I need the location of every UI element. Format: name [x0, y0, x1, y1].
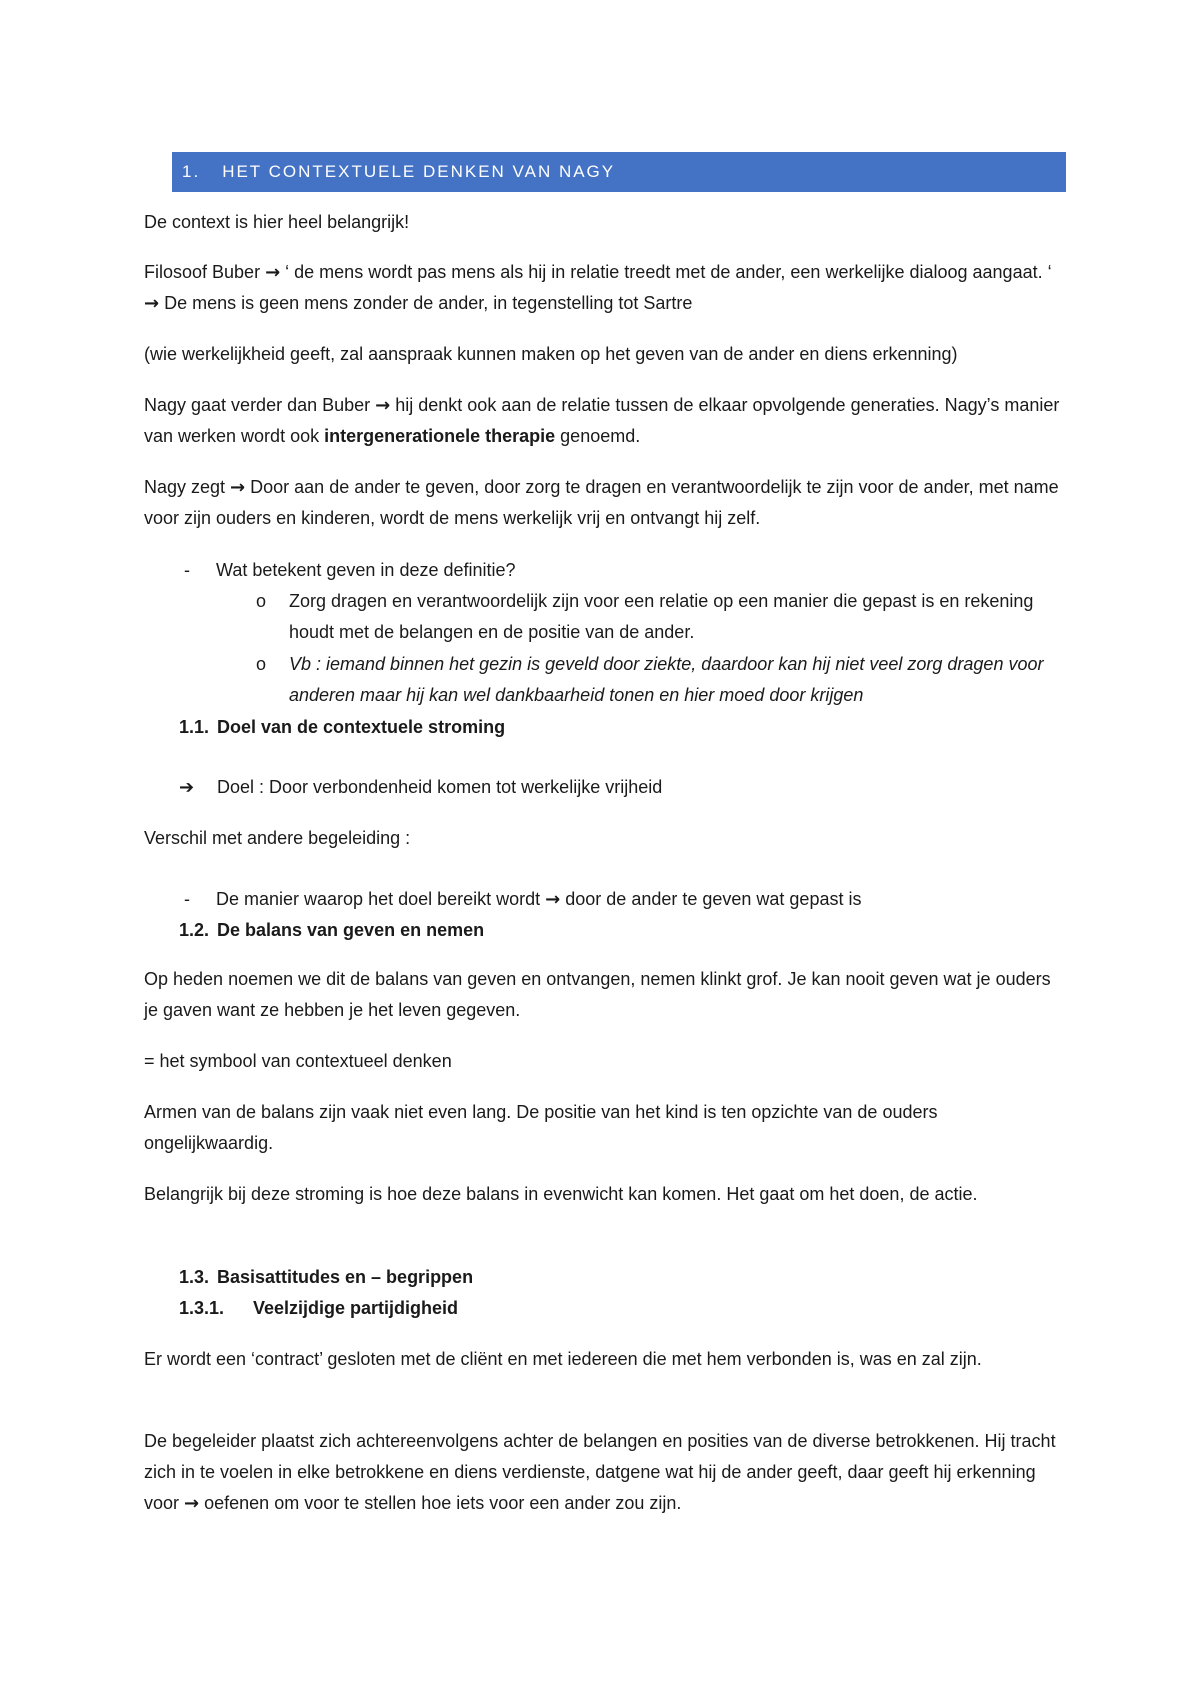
- list-item-text: Wat betekent geven in deze definitie?: [216, 560, 516, 580]
- paragraph-text: [144, 1426, 1064, 1519]
- arrow-icon: →: [375, 395, 391, 416]
- bold-term: intergenerationele therapie: [324, 426, 556, 446]
- chapter-heading: [172, 152, 1066, 192]
- section-title: Doel van de contextuele stroming: [217, 717, 506, 737]
- text-run: hij denkt ook aan de relatie tussen de elkaar opvolgende generaties. Nagy’s manier van werken wordt ook: [144, 395, 1060, 446]
- paragraph-important: [144, 1179, 1064, 1210]
- paragraph-recognition: [144, 339, 1064, 370]
- paragraph-text: Verschil met andere begeleiding :: [144, 828, 411, 848]
- section-number: 1.1.: [179, 717, 210, 737]
- section-number: 1.3.1.: [179, 1298, 225, 1318]
- goal-text: Doel : Door verbondenheid komen tot werkelijke vrijheid: [217, 777, 663, 797]
- section-heading-1-3-1: [179, 1293, 458, 1324]
- sub-list-text: Vb : iemand binnen het gezin is geveld door ziekte, daardoor kan hij niet veel zorg dragen voor anderen maar hij kan wel dankbaarheid tonen en hier moed door krijgen: [289, 654, 1044, 705]
- text-run: Nagy gaat verder dan Buber: [144, 395, 376, 415]
- text-run: ‘ de mens wordt pas mens als hij in relatie treedt met de ander, een werkelijke dialoog aangaat. ‘: [280, 262, 1052, 282]
- paragraph-text: [144, 472, 1064, 534]
- text-run: De mens is geen mens zonder de ander, in tegenstelling tot Sartre: [159, 293, 693, 313]
- paragraph-contract: [144, 1344, 1064, 1375]
- text-run: Door aan de ander te geven, door zorg te dragen en verantwoordelijk te zijn voor de ander, met name voor zijn ouders en kinderen, wordt de mens werkelijk vrij en ontvangt hij zelf.: [144, 477, 1059, 528]
- dash-bullet: -: [184, 560, 190, 580]
- text-run: De manier waarop het doel bereikt wordt: [216, 889, 546, 909]
- paragraph-text: = het symbool van contextueel denken: [144, 1051, 452, 1071]
- section-heading-1-2: [179, 915, 484, 946]
- chapter-title: HET CONTEXTUELE DENKEN VAN NAGY: [222, 162, 616, 181]
- section-number: 1.3.: [179, 1267, 210, 1287]
- paragraph-text: (wie werkelijkheid geeft, zal aanspraak kunnen maken op het geven van de ander en diens erkenning): [144, 344, 958, 364]
- paragraph-text: [144, 390, 1064, 452]
- section-heading-1-3: [179, 1262, 473, 1293]
- text-run: door de ander te geven wat gepast is: [560, 889, 862, 909]
- arrow-icon: ➔: [179, 777, 195, 798]
- arrow-icon: →: [265, 262, 281, 283]
- paragraph-nagy-says: [144, 472, 1064, 534]
- paragraph-counselor: [144, 1426, 1064, 1519]
- section-heading-1-1: [179, 712, 505, 743]
- text-run: genoemd.: [555, 426, 641, 446]
- circle-bullet: o: [256, 591, 267, 611]
- section-title: Veelzijdige partijdigheid: [253, 1298, 459, 1318]
- paragraph-balance: [144, 964, 1064, 1026]
- circle-bullet: o: [256, 654, 267, 674]
- text-run: De begeleider plaatst zich achtereenvolgens achter de belangen en posities van de diverse betrokkenen. Hij tracht zich in te voelen in elke betrokkene en diens verdienste, datgene wat hij de ander geeft, daar geeft hij erkenning voor: [144, 1431, 1056, 1513]
- paragraph-text: De context is hier heel belangrijk!: [144, 212, 410, 232]
- section-title: Basisattitudes en – begrippen: [217, 1267, 474, 1287]
- text-run: oefenen om voor te stellen hoe iets voor een ander zou zijn.: [199, 1493, 682, 1513]
- sub-list-text: Zorg dragen en verantwoordelijk zijn voor een relatie op een manier die gepast is en rekening houdt met de belangen en de positie van de ander.: [289, 591, 1034, 642]
- paragraph-text: [144, 257, 1064, 319]
- goal-line: [179, 772, 662, 803]
- paragraph-buber: [144, 257, 1064, 319]
- paragraph-text: Er wordt een ‘contract’ gesloten met de cliënt en met iedereen die met hem verbonden is, was en zal zijn.: [144, 1349, 982, 1369]
- arrow-icon: →: [184, 1493, 200, 1514]
- text-run: Nagy zegt: [144, 477, 231, 497]
- section-title: De balans van geven en nemen: [217, 920, 485, 940]
- text-run: Filosoof Buber: [144, 262, 266, 282]
- paragraph-generations: [144, 390, 1064, 452]
- paragraph-symbol: [144, 1046, 1064, 1077]
- paragraph-arms: [144, 1097, 1064, 1159]
- paragraph-text: Armen van de balans zijn vaak niet even lang. De positie van het kind is ten opzichte van de ouders ongelijkwaardig.: [144, 1102, 938, 1153]
- paragraph-context: [144, 207, 1064, 238]
- paragraph-text: Belangrijk bij deze stroming is hoe deze balans in evenwicht kan komen. Het gaat om het doen, de actie.: [144, 1184, 978, 1204]
- section-number: 1.2.: [179, 920, 210, 940]
- chapter-number: 1.: [182, 162, 201, 181]
- arrow-icon: →: [144, 293, 160, 314]
- paragraph-text: Op heden noemen we dit de balans van geven en ontvangen, nemen klinkt grof. Je kan nooit geven wat je ouders je gaven want ze hebben je het leven gegeven.: [144, 969, 1051, 1020]
- dash-bullet: -: [184, 889, 190, 909]
- paragraph-difference: [144, 823, 1064, 854]
- arrow-icon: →: [230, 477, 246, 498]
- list-item-text: [216, 884, 861, 915]
- arrow-icon: →: [545, 889, 561, 910]
